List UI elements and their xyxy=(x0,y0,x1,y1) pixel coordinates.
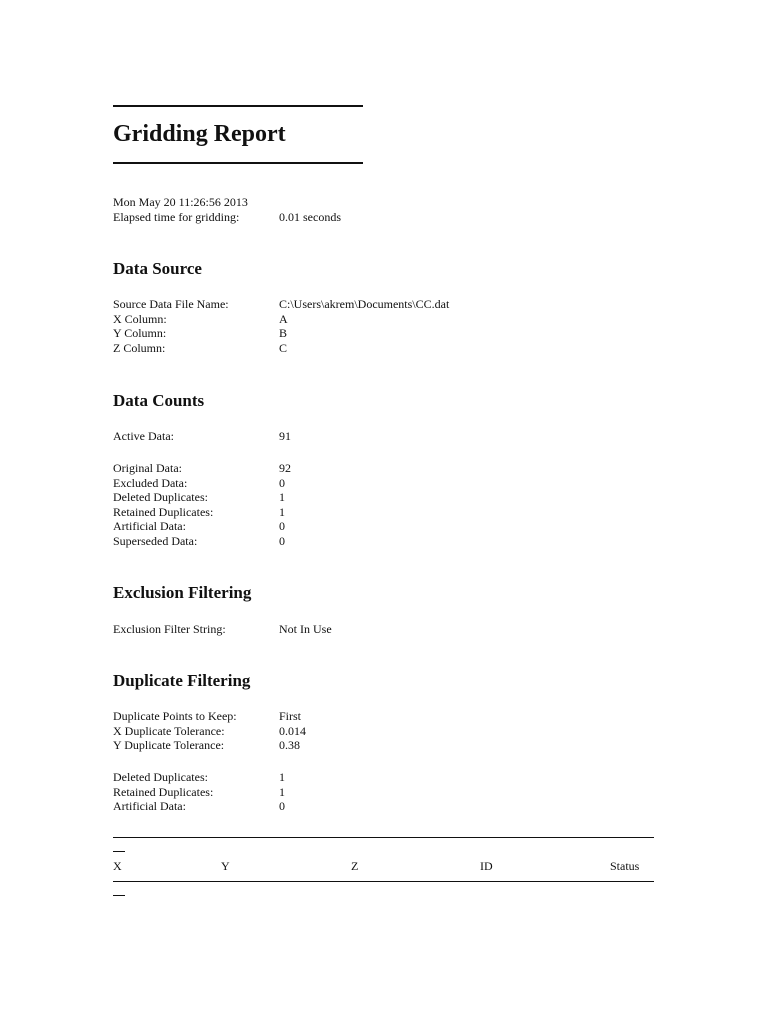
table-bottom-rule xyxy=(113,881,654,882)
data-counts-row xyxy=(113,505,291,520)
elapsed-value: 0.01 seconds xyxy=(279,209,341,224)
column-header-y: Y xyxy=(221,859,230,873)
column-header-x: X xyxy=(113,859,122,873)
row-value: 92 xyxy=(279,461,291,475)
data-counts-row xyxy=(113,490,291,505)
data-counts-row xyxy=(113,519,291,534)
row-value: B xyxy=(279,326,288,340)
row-label: Source Data File Name: xyxy=(113,297,229,311)
row-value: 91 xyxy=(279,429,291,443)
row-label: Deleted Duplicates: xyxy=(113,490,208,504)
row-label: Duplicate Points to Keep: xyxy=(113,709,237,723)
column-header-z: Z xyxy=(351,859,359,873)
report-timestamp: Mon May 20 11:26:56 2013 xyxy=(113,195,248,209)
row-label: X Duplicate Tolerance: xyxy=(113,723,225,738)
duplicate-counts-row xyxy=(113,785,285,800)
row-label: Y Duplicate Tolerance: xyxy=(113,738,225,752)
data-counts-list xyxy=(113,461,291,548)
row-label: Retained Duplicates: xyxy=(113,784,214,799)
row-value: C xyxy=(279,340,288,355)
row-value: 0 xyxy=(279,475,285,490)
title-bottom-rule xyxy=(113,162,363,164)
row-label: Y Column: xyxy=(113,326,167,340)
row-value: 1 xyxy=(279,490,285,504)
duplicate-filtering-heading: Duplicate Filtering xyxy=(113,671,251,690)
row-value: 0 xyxy=(279,533,285,548)
row-value: 1 xyxy=(279,504,285,519)
data-source-heading: Data Source xyxy=(113,259,202,278)
table-top-rule xyxy=(113,837,654,838)
data-counts-heading: Data Counts xyxy=(113,391,205,410)
report-meta xyxy=(113,195,341,224)
column-header-id: ID xyxy=(480,859,493,873)
row-label: Active Data: xyxy=(113,429,174,443)
row-label: X Column: xyxy=(113,311,167,326)
duplicate-settings-row xyxy=(113,709,306,724)
title-top-rule xyxy=(113,105,363,107)
row-value: 1 xyxy=(279,784,285,799)
row-value: 0.014 xyxy=(279,723,306,738)
row-label: Superseded Data: xyxy=(113,533,198,548)
duplicate-counts-row xyxy=(113,770,285,785)
data-counts-row xyxy=(113,534,291,549)
timestamp-row xyxy=(113,195,341,210)
duplicate-settings-list xyxy=(113,709,306,753)
column-header-status: Status xyxy=(610,859,640,873)
row-value: 0.38 xyxy=(279,738,300,752)
row-value: 1 xyxy=(279,770,285,784)
row-value: First xyxy=(279,709,302,723)
row-value: Not In Use xyxy=(279,622,332,636)
row-label: Deleted Duplicates: xyxy=(113,770,208,784)
row-label: Exclusion Filter String: xyxy=(113,622,226,636)
row-label: Artificial Data: xyxy=(113,799,186,813)
data-source-list xyxy=(113,297,449,355)
exclusion-filtering-heading: Exclusion Filtering xyxy=(113,583,252,602)
elapsed-label: Elapsed time for gridding: xyxy=(113,209,240,224)
exclusion-filtering-list xyxy=(113,622,332,637)
elapsed-row xyxy=(113,210,341,225)
data-counts-row xyxy=(113,461,291,476)
table-bottom-rule-wrap xyxy=(113,895,125,896)
data-source-row xyxy=(113,312,449,327)
row-label: Excluded Data: xyxy=(113,475,188,490)
row-value: 0 xyxy=(279,799,285,813)
data-source-row xyxy=(113,297,449,312)
row-label: Original Data: xyxy=(113,461,182,475)
duplicate-settings-row xyxy=(113,724,306,739)
data-counts-row xyxy=(113,476,291,491)
active-data-list xyxy=(113,429,291,444)
row-label: Z Column: xyxy=(113,340,166,355)
duplicate-counts-row xyxy=(113,799,285,814)
duplicate-settings-row xyxy=(113,738,306,753)
row-label: Artificial Data: xyxy=(113,519,186,533)
row-value: 0 xyxy=(279,519,285,533)
data-source-row xyxy=(113,341,449,356)
data-source-row xyxy=(113,326,449,341)
table-top-rule-wrap xyxy=(113,851,125,852)
row-label: Retained Duplicates: xyxy=(113,504,214,519)
exclusion-filtering-row xyxy=(113,622,332,637)
row-value: A xyxy=(279,311,288,326)
report-title: Gridding Report xyxy=(113,121,286,147)
duplicate-counts-list xyxy=(113,770,285,814)
active-data-row xyxy=(113,429,291,444)
row-value: C:\Users\akrem\Documents\CC.dat xyxy=(279,297,450,311)
